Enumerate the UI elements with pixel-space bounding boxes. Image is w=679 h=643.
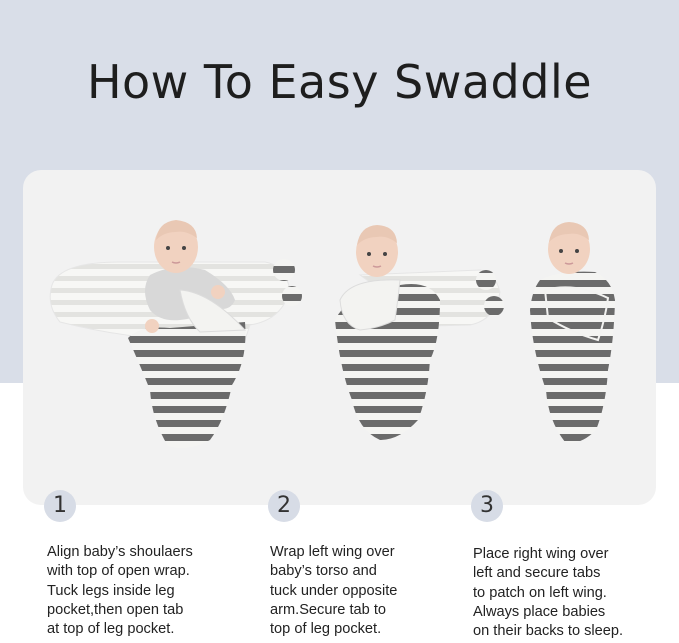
step-1-illustration: [50, 220, 302, 448]
step-3-badge: 3: [471, 490, 503, 522]
step-1-badge: 1: [44, 490, 76, 522]
step-3-text: Place right wing over left and secure tabs to patch on left wing. Always place babies on their backs to sleep.: [473, 546, 624, 640]
step-2-illustration: [335, 225, 504, 440]
step-2-text: Wrap left wing over baby’s torso and tuck under opposite arm.Secure tab to top of leg pocket.: [270, 544, 398, 638]
step-2-badge: 2: [268, 490, 300, 522]
step-3-illustration: [530, 222, 615, 443]
page-title: How To Easy Swaddle: [86, 55, 593, 109]
step-1-text: Align baby’s shoulaers with top of open wrap. Tuck legs inside leg pocket,then open tab at top of leg pocket.: [47, 544, 193, 638]
